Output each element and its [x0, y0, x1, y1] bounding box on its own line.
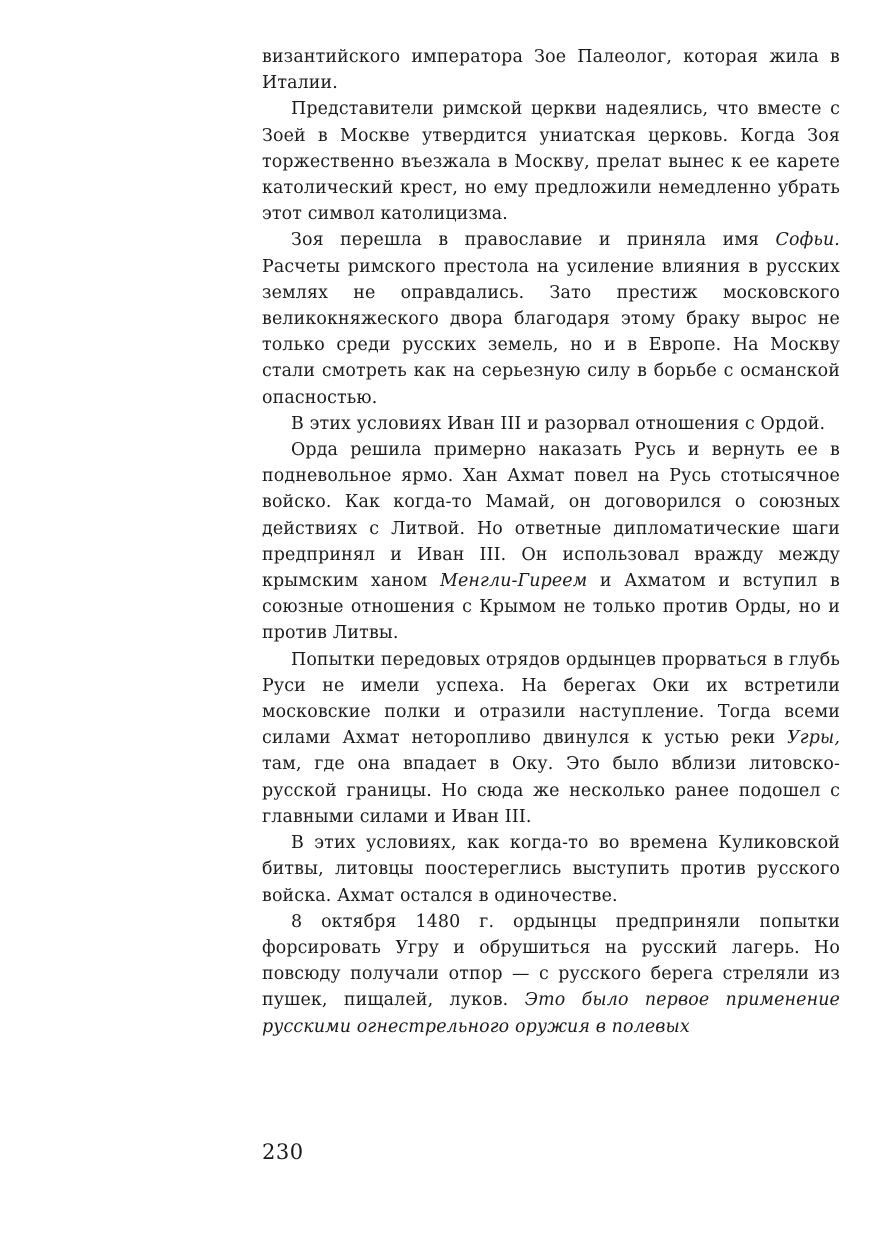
paragraph-text: там, где она впадает в Оку. Это было вблизи литовско-русской границы. Но сюда же несколько ранее подошел с главными силами и Иван III. — [262, 754, 840, 827]
paragraph-text: византийского императора Зое Палеолог, которая жила в Италии. — [262, 47, 840, 94]
paragraph — [262, 96, 840, 227]
paragraph-text: Представители римской церкви надеялись, что вместе с Зоей в Москве утвердится униатская церковь. Когда Зоя торжественно въезжала в Москву, прелат вынес к ее карете католический крест, но ему предложили немедленно убрать этот символ католицизма. — [262, 99, 840, 225]
page-number: 230 — [262, 1140, 304, 1164]
italic-name-ugra: Угры, — [787, 728, 840, 749]
italic-emphasis: Это было первое применение русскими огнестрельного оружия в полевых — [262, 990, 840, 1037]
page-body — [262, 44, 840, 1040]
paragraph-text: Зоя перешла в православие и приняла имя — [291, 230, 776, 251]
paragraph-text: В этих условиях, как когда-то во времена Куликовской битвы, литовцы поостереглись выступить против русского войска. Ахмат остался в одиночестве. — [262, 833, 840, 906]
paragraph — [262, 227, 840, 410]
paragraph — [262, 44, 840, 96]
paragraph — [262, 411, 840, 437]
paragraph-text: и Ахматом и вступил в союзные отношения с Крымом не только против Орды, но и против Литвы. — [262, 571, 840, 644]
paragraph-text: Попытки передовых отрядов ордынцев прорваться в глубь Руси не имели успеха. На берегах Оки их встретили московские полки и отразили наступление. Тогда всеми силами Ахмат неторопливо двинулся к устью реки — [262, 649, 840, 749]
paragraph — [262, 437, 840, 647]
italic-name-mengli-girey: Менгли-Гиреем — [440, 571, 588, 592]
paragraph-text: Орда решила примерно наказать Русь и вернуть ее в подневольное ярмо. Хан Ахмат повел на Русь стотысячное войско. Как когда-то Мамай, он договорился о союзных действиях с Литвой. Но ответные дипломатические шаги предпринял и Иван III. Он использовал вражду между крымским ханом — [262, 440, 840, 592]
paragraph-text: Расчеты римского престола на усиление влияния в русских землях не оправдались. Зато престиж московского великокняжеского двора благодаря этому браку вырос не только среди русских земель, но и в Европе. На Москву стали смотреть как на серьезную силу в борьбе с османской опасностью. — [262, 256, 840, 408]
paragraph — [262, 830, 840, 909]
paragraph — [262, 647, 840, 830]
italic-name-sofia: Софьи. — [775, 230, 840, 251]
paragraph — [262, 909, 840, 1040]
paragraph-text: 8 октября 1480 г. ордынцы предприняли попытки форсировать Угру и обрушиться на русский лагерь. Но повсюду получали отпор — с русского берега стреляли из пушек, пищалей, луков. — [262, 911, 840, 1011]
paragraph-text: В этих условиях Иван III и разорвал отношения с Ордой. — [291, 413, 826, 434]
